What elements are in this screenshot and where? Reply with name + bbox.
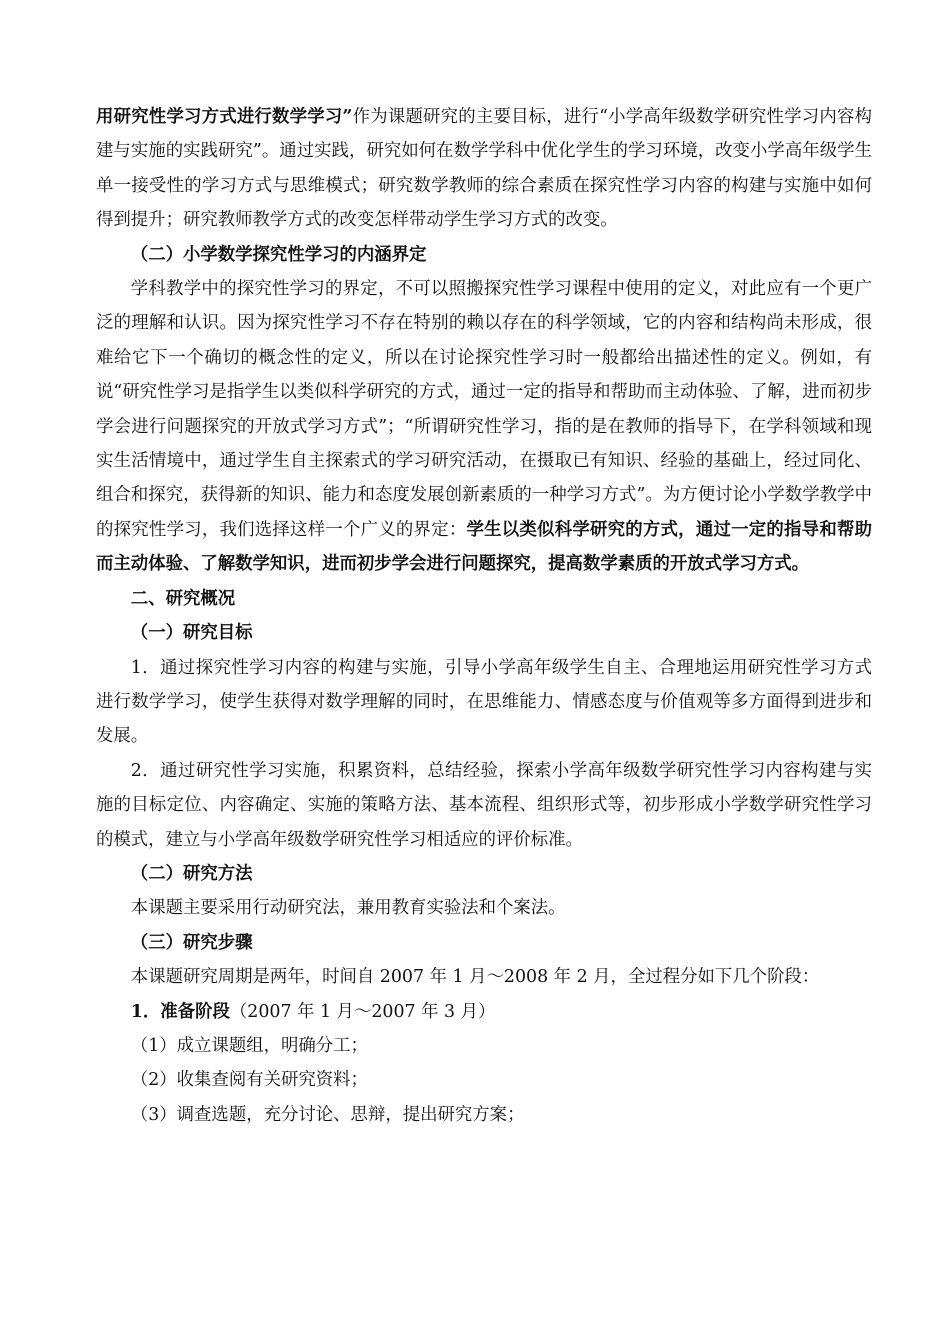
body-text: 本课题主要采用行动研究法，兼用教育实验法和个案法。: [130, 898, 566, 919]
list-item-text: （3）调查选题，充分讨论、思辩，提出研究方案；: [130, 1104, 525, 1125]
bold-definition-text: 学生以类似科学研究的方式，通过一定的指导和帮助而主动体验、了解数学知识，进而初步学会进行问题探究，提高数学素质的开放式学习方式。: [96, 519, 872, 575]
heading-text: （一）研究目标: [130, 623, 253, 644]
heading-text: （二）小学数学探究性学习的内涵界定: [130, 244, 427, 265]
subsection-heading-goals: [96, 616, 872, 650]
list-item-text: （1）成立课题组，明确分工；: [130, 1035, 368, 1056]
paragraph-goal-continuation: [96, 100, 872, 238]
section-heading-definition: [96, 238, 872, 272]
body-text: 本课题研究周期是两年，时间自 2007 年 1 月～2008 年 2 月，全过程分如下几个阶段：: [130, 967, 820, 988]
body-text: 2．通过研究性学习实施，积累资料，总结经验，探索小学高年级数学研究性学习内容构建与实施的目标定位、内容确定、实施的策略方法、基本流程、组织形式等，初步形成小学数学研究性学习的模式，建立与小学高年级数学研究性学习相适应的评价标准。: [96, 760, 872, 850]
subsection-heading-methods: [96, 857, 872, 891]
bold-text: 用研究性学习方式进行数学学习”: [96, 107, 353, 127]
list-item-1: [96, 1029, 872, 1063]
section-heading-overview: [96, 582, 872, 616]
paragraph-goal-2: [96, 754, 872, 857]
paragraph-definition: [96, 272, 872, 582]
document-page: [96, 100, 872, 1132]
list-item-2: [96, 1063, 872, 1097]
stage-title: 1．准备阶段: [130, 1001, 230, 1022]
list-item-text: （2）收集查阅有关研究资料；: [130, 1070, 368, 1091]
subsection-heading-steps: [96, 926, 872, 960]
paragraph-steps-intro: [96, 960, 872, 994]
list-item-3: [96, 1098, 872, 1132]
heading-text: 二、研究概况: [130, 588, 236, 609]
paragraph-stage-1: [96, 995, 872, 1029]
paragraph-goal-1: [96, 651, 872, 754]
body-text: 1．通过探究性学习内容的构建与实施，引导小学高年级学生自主、合理地运用研究性学习方式进行数学学习，使学生获得对数学理解的同时，在思维能力、情感态度与价值观等多方面得到进步和发展。: [96, 657, 872, 747]
heading-text: （三）研究步骤: [130, 932, 253, 953]
heading-text: （二）研究方法: [130, 863, 253, 884]
body-text: 学科教学中的探究性学习的界定，不可以照搬探究性学习课程中使用的定义，对此应有一个更广泛的理解和认识。因为探究性学习不存在特别的赖以存在的科学领域，它的内容和结构尚未形成，很难给它下一个确切的概念性的定义，所以在讨论探究性学习时一般都给出描述性的定义。例如，有说“研究性学习是指学生以类似科学研究的方式，通过一定的指导和帮助而主动体验、了解，进而初步学会进行问题探究的开放式学习方式”；“所谓研究性学习，指的是在教师的指导下，在学科领域和现实生活情境中，通过学生自主探索式的学习研究活动，在摄取已有知识、经验的基础上，经过同化、组合和探究，获得新的知识、能力和态度发展创新素质的一种学习方式”。为方便讨论小学数学教学中的探究性学习，我们选择这样一个广义的界定：: [96, 279, 872, 540]
body-text: 作为课题研究的主要目标，进行“小学高年级数学研究性学习内容构建与实施的实践研究”。通过实践，研究如何在数学学科中优化学生的学习环境，改变小学高年级学生单一接受性的学习方式与思维模式；研究数学教师的综合素质在探究性学习内容的构建与实施中如何得到提升；研究教师教学方式的改变怎样带动学生学习方式的改变。: [96, 107, 872, 231]
paragraph-methods: [96, 891, 872, 925]
stage-dates: （2007 年 1 月～2007 年 3 月）: [229, 1001, 496, 1022]
